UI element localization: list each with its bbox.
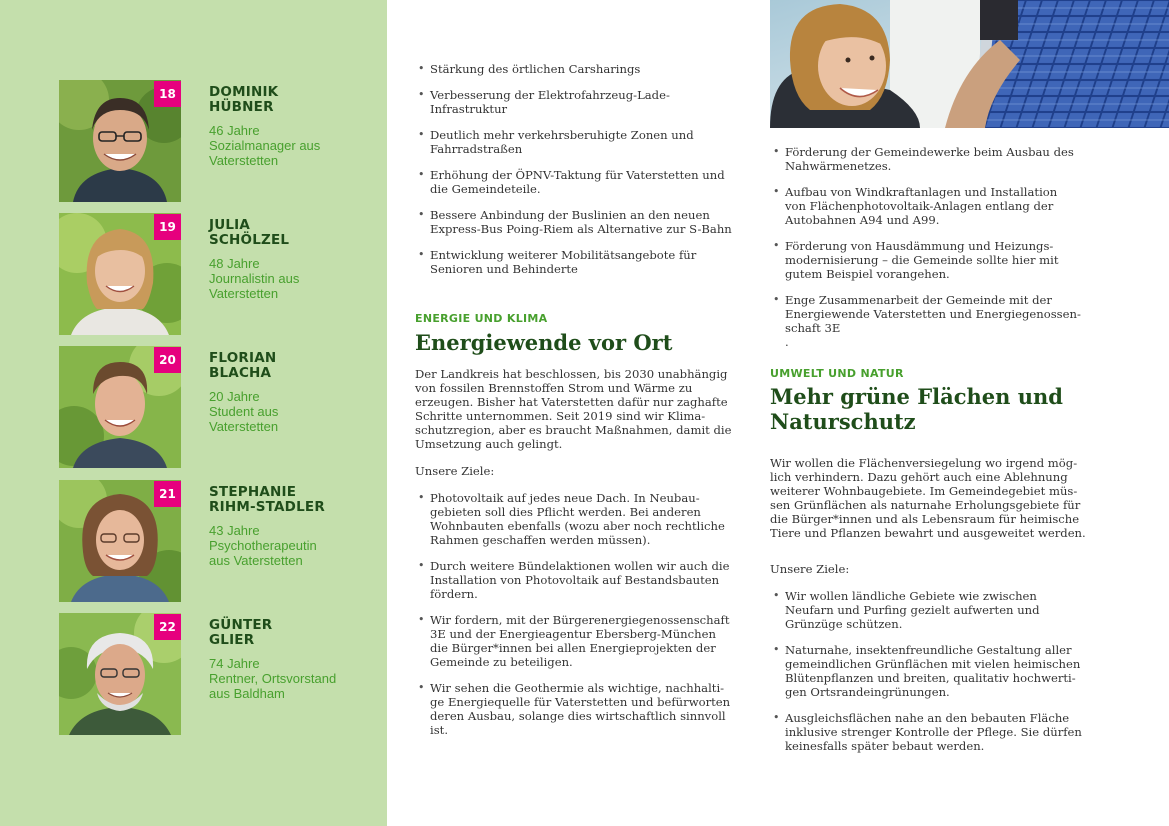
list-item: • Bessere Anbindung der Buslinien an den neuen Express-Bus Poing-Riem als Alternative zur S-Bahn — [415, 208, 745, 236]
section-kicker: UMWELT UND NATUR — [770, 367, 904, 380]
candidate-name: FLORIAN BLACHA — [209, 350, 277, 381]
nature-intro-paragraph: Wir wollen die Flächenversiegelung wo irgend mög- lich verhindern. Dazu gehört auch eine Ablehnung weiterer Wohnbaugebiete. Im Gemeindegebiet müs- sen Grünflächen als naturnahe Erholungsgebiete für die Bürger*innen und als Lebensraum für heimische Tiere und Pflanzen bewahrt und ausgeweitet werden. — [770, 456, 1086, 540]
list-item: • Wir fordern, mit der Bürgerenergiegenossenschaft 3E und der Energieagentur Ebersberg-München die Bürger*innen bei allen Energieprojekten der Gemeinde zu beteiligen. — [415, 613, 745, 669]
energy-intro-paragraph: Der Landkreis hat beschlossen, bis 2030 unabhängig von fossilen Brennstoffen Strom und Wärme zu erzeugen. Bisher hat Vaterstetten dafür nur zaghafte Schritte unternommen. Seit 2019 sind wir Klima- schutzregion, aber es braucht Maßnahmen, damit die Umsetzung auch gelingt. — [415, 367, 732, 451]
section-heading: Mehr grüne Flächen und Naturschutz — [770, 384, 1063, 434]
list-item: • Förderung von Hausdämmung und Heizungs- modernisierung – die Gemeinde sollte hier mit gutem Beispiel vorangehen. — [770, 239, 1110, 281]
hero-photo — [770, 0, 1169, 128]
list-item: • Naturnahe, insektenfreundliche Gestaltung aller gemeindlichen Grünflächen mit vielen heimischen Blütenpflanzen und breiten, qualitativ hochwerti- gen Ortsrandeingrünungen. — [770, 643, 1110, 699]
candidate-card — [59, 480, 379, 602]
energy-more-goals-list — [770, 145, 1110, 349]
list-item: • Förderung der Gemeindewerke beim Ausbau des Nahwärmenetzes. — [770, 145, 1110, 173]
candidate-name: DOMINIK HÜBNER — [209, 84, 279, 115]
list-number-badge: 19 — [154, 214, 181, 240]
list-number-badge: 21 — [154, 481, 181, 507]
candidate-info: 74 Jahre Rentner, Ortsvorstand aus Baldham — [209, 656, 337, 702]
list-number-badge: 20 — [154, 347, 181, 373]
list-item: • Enge Zusammenarbeit der Gemeinde mit der Energiewende Vaterstetten und Energiegenossen- schaft 3E . — [770, 293, 1110, 349]
candidate-info: 48 Jahre Journalistin aus Vaterstetten — [209, 256, 300, 302]
section-kicker: ENERGIE UND KLIMA — [415, 312, 548, 325]
list-item: • Aufbau von Windkraftanlagen und Installation von Flächenphotovoltaik-Anlagen entlang der Autobahnen A94 und A99. — [770, 185, 1110, 227]
nature-goals-list — [770, 589, 1110, 753]
list-number-badge: 22 — [154, 614, 181, 640]
list-item: • Deutlich mehr verkehrsberuhigte Zonen und Fahrradstraßen — [415, 128, 745, 156]
mobility-goals-list — [415, 62, 745, 276]
candidate-name: STEPHANIE RIHM-STADLER — [209, 484, 325, 515]
list-item: • Erhöhung der ÖPNV-Taktung für Vaterstetten und die Gemeindeteile. — [415, 168, 745, 196]
list-item: • Wir wollen ländliche Gebiete wie zwischen Neufarn und Purfing gezielt aufwerten und Grünzüge schützen. — [770, 589, 1110, 631]
list-item: • Wir sehen die Geothermie als wichtige, nachhalti- ge Energiequelle für Vaterstetten und befürworten deren Ausbau, solange dies wirtschaftlich sinnvoll ist. — [415, 681, 745, 737]
candidate-info: 43 Jahre Psychotherapeutin aus Vaterstetten — [209, 523, 317, 569]
energy-goals-list — [415, 491, 745, 737]
candidate-sidebar — [0, 0, 387, 826]
candidate-info: 20 Jahre Student aus Vaterstetten — [209, 389, 279, 435]
list-item: • Durch weitere Bündelaktionen wollen wir auch die Installation von Photovoltaik auf Bestandsbauten fördern. — [415, 559, 745, 601]
candidate-info: 46 Jahre Sozialmanager aus Vaterstetten — [209, 123, 321, 169]
candidate-card — [59, 213, 379, 335]
candidate-card — [59, 613, 379, 735]
list-item: • Photovoltaik auf jedes neue Dach. In Neubau- gebieten soll dies Pflicht werden. Bei anderen Wohnbauten ebenfalls (wozu aber noch rechtliche Rahmen geschaffen werden müssen). — [415, 491, 745, 547]
candidate-name: GÜNTER GLIER — [209, 617, 273, 648]
list-item: • Ausgleichsflächen nahe an den bebauten Fläche inklusive strenger Kontrolle der Pflege. Sie dürfen keinesfalls später bebaut werden. — [770, 711, 1110, 753]
candidate-card — [59, 346, 379, 468]
list-item: • Verbesserung der Elektrofahrzeug-Lade- Infrastruktur — [415, 88, 745, 116]
goals-label: Unsere Ziele: — [415, 464, 495, 478]
goals-label: Unsere Ziele: — [770, 562, 850, 576]
candidate-name: JULIA SCHÖLZEL — [209, 217, 290, 248]
list-number-badge: 18 — [154, 81, 181, 107]
list-item: • Entwicklung weiterer Mobilitätsangebote für Senioren und Behinderte — [415, 248, 745, 276]
section-heading: Energiewende vor Ort — [415, 330, 673, 355]
candidate-card — [59, 80, 379, 202]
list-item: • Stärkung des örtlichen Carsharings — [415, 62, 745, 76]
